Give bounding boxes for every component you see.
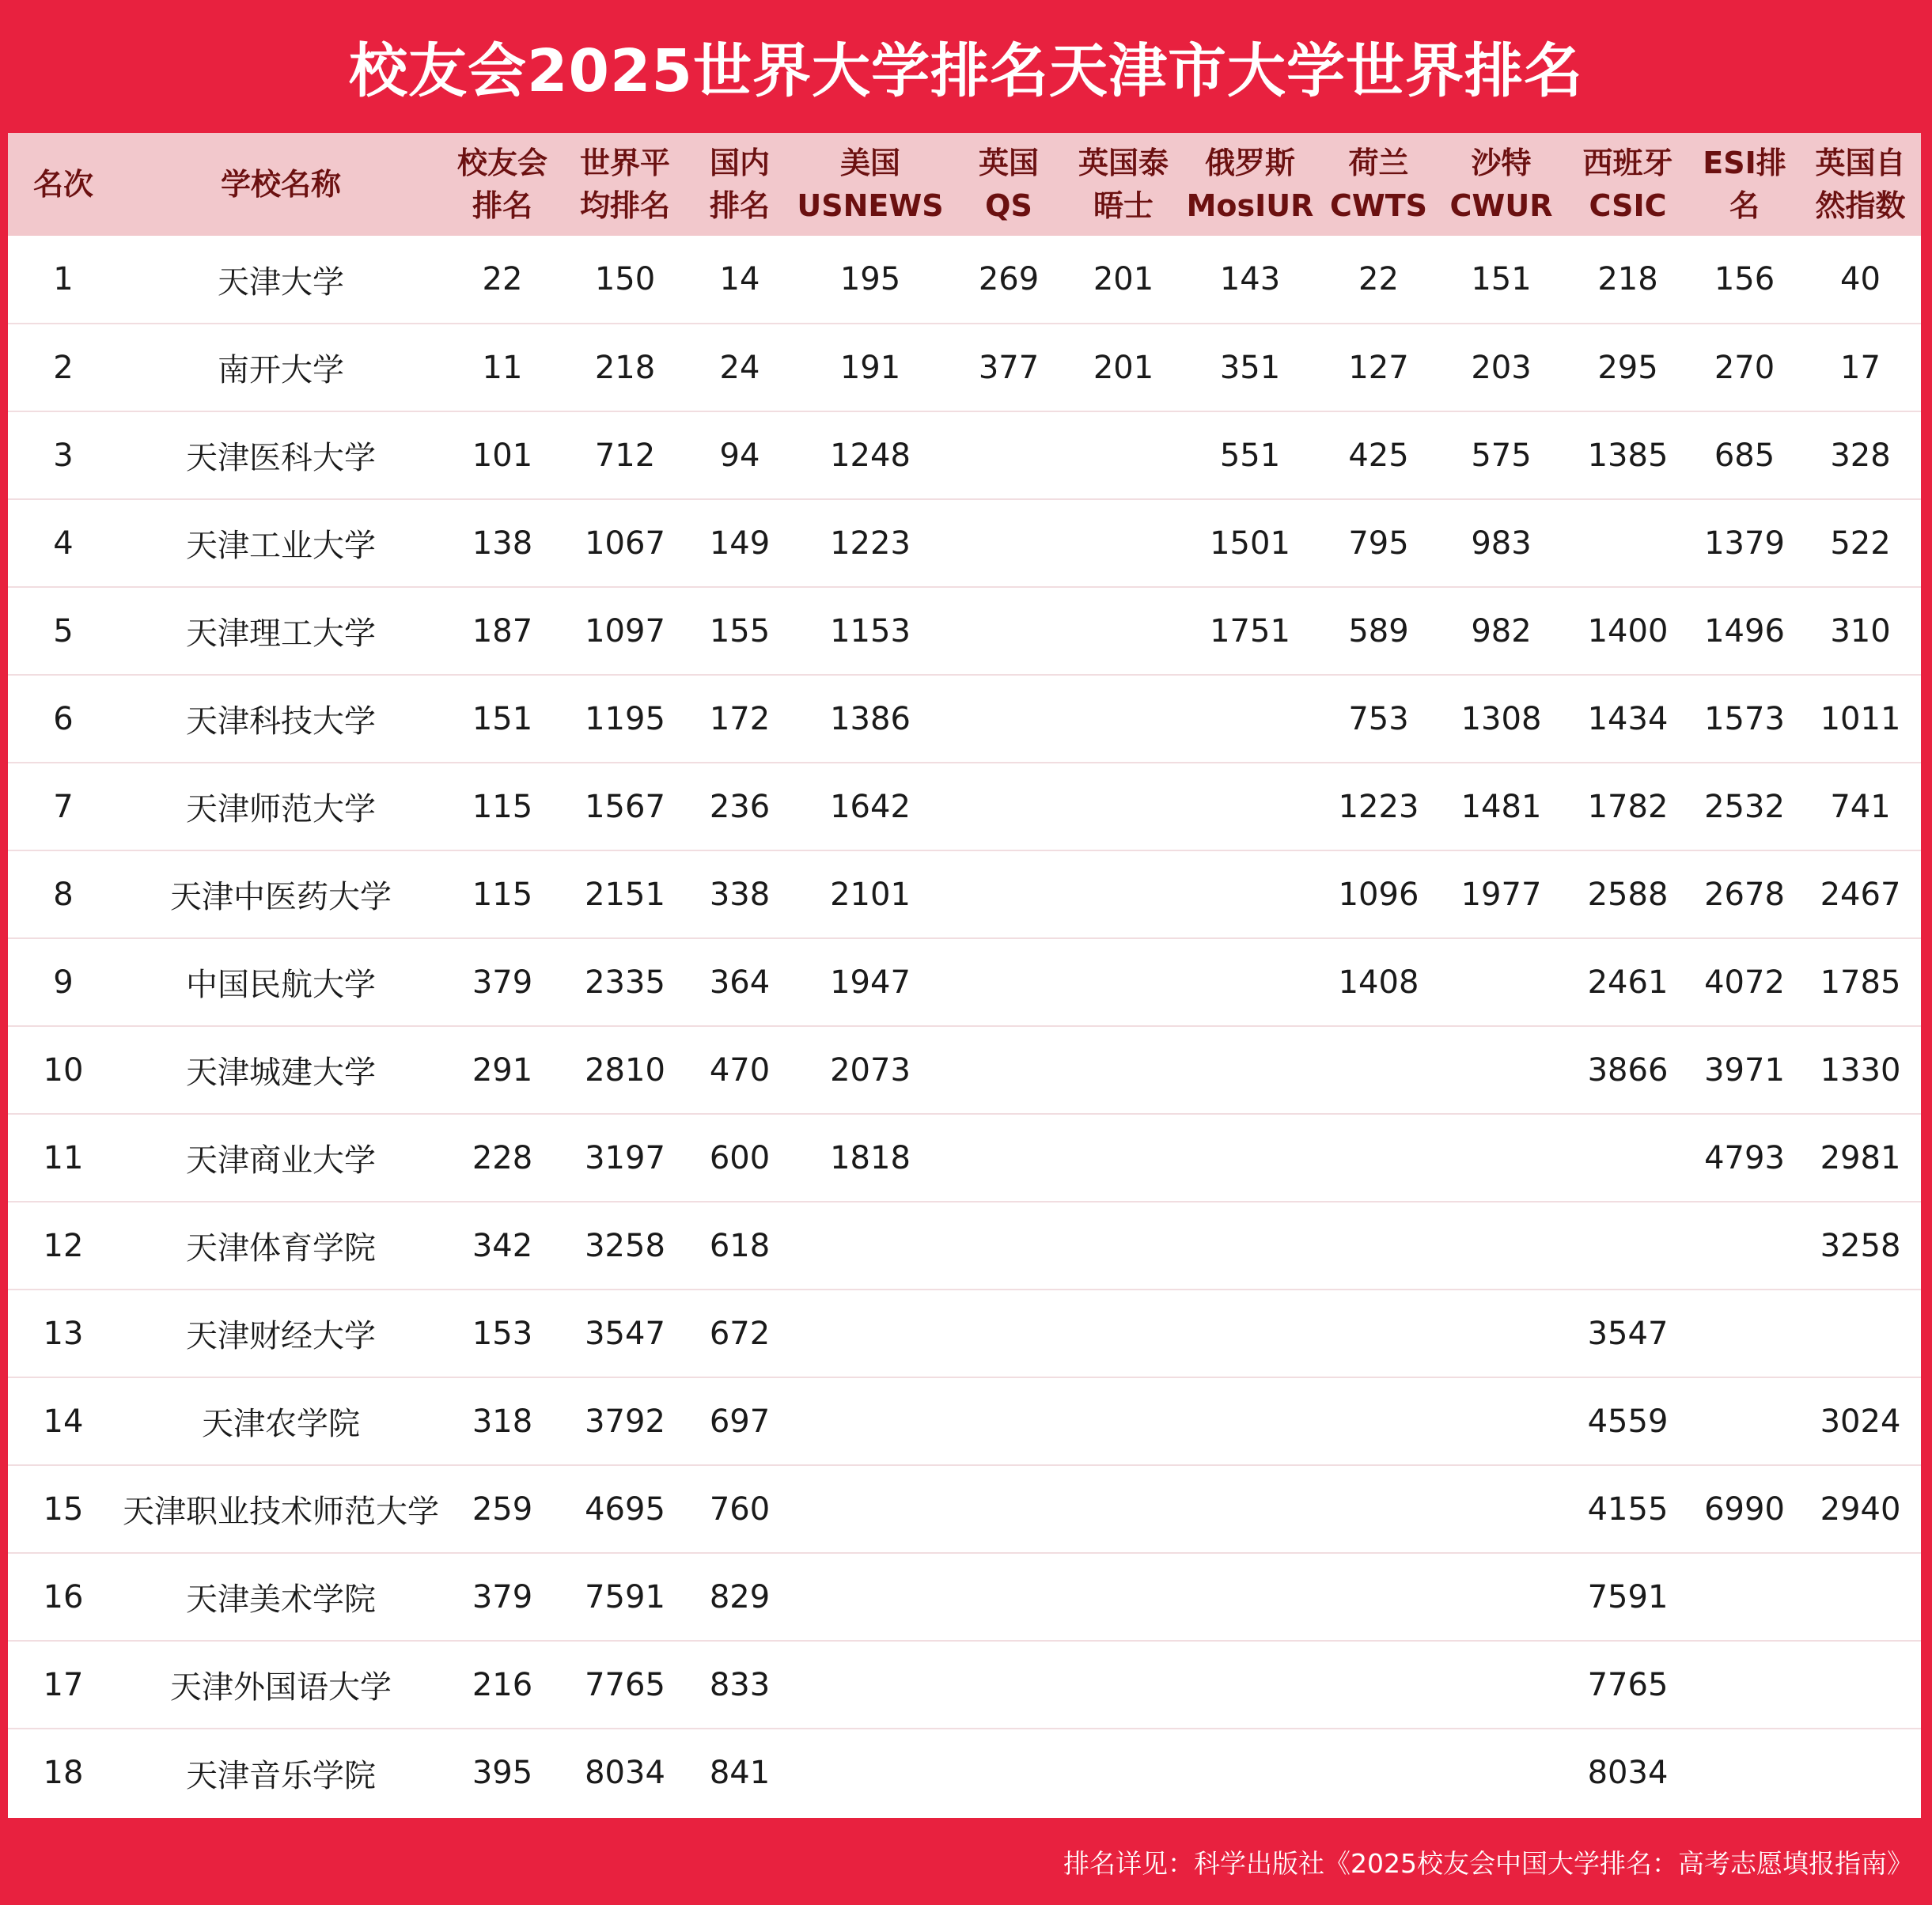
rank-cell: 2: [53, 349, 74, 386]
ranking-value-cell: 983: [1471, 525, 1532, 562]
ranking-value-cell: [1068, 1114, 1179, 1202]
ranking-value-cell: [1689, 1377, 1800, 1465]
column-header: 西班牙 CSIC: [1582, 146, 1673, 223]
column-header: 沙特 CWUR: [1449, 146, 1553, 223]
ranking-value-cell: 1408: [1338, 964, 1419, 1001]
ranking-value-cell: 2151: [585, 876, 665, 913]
ranking-value-cell: [1689, 1290, 1800, 1377]
ranking-value-cell: [791, 1729, 949, 1816]
ranking-value-cell: 6990: [1704, 1490, 1785, 1528]
ranking-value-cell: 1385: [1587, 437, 1669, 474]
ranking-value-cell: 841: [709, 1755, 771, 1791]
ranking-value-cell: 3792: [585, 1403, 665, 1440]
ranking-value-cell: 1977: [1460, 876, 1542, 913]
ranking-value-cell: 364: [709, 964, 771, 1001]
ranking-value-cell: 203: [1471, 349, 1532, 386]
column-header: 荷兰 CWTS: [1329, 146, 1428, 223]
ranking-value-cell: 672: [709, 1315, 771, 1352]
ranking-value-cell: 741: [1830, 788, 1891, 825]
ranking-value-cell: 259: [472, 1490, 533, 1528]
ranking-value-cell: [1321, 1465, 1436, 1553]
table-row: [8, 1553, 1921, 1641]
ranking-value-cell: 1947: [830, 964, 911, 1001]
ranking-value-cell: [1179, 1114, 1321, 1202]
rank-cell: 3: [53, 437, 74, 474]
table-row: [8, 1465, 1921, 1553]
ranking-value-cell: [1436, 1202, 1566, 1290]
school-name-cell: 天津科技大学: [186, 703, 376, 740]
ranking-value-cell: 201: [1093, 261, 1154, 297]
ranking-value-cell: [1321, 1641, 1436, 1729]
ranking-value-cell: 7591: [585, 1578, 665, 1615]
ranking-value-cell: 338: [709, 876, 771, 913]
ranking-value-cell: 150: [594, 261, 656, 297]
ranking-value-cell: [1068, 675, 1179, 763]
school-name-cell: 天津外国语大学: [170, 1669, 392, 1706]
ranking-value-cell: [1436, 1026, 1566, 1114]
ranking-value-cell: 1308: [1460, 700, 1542, 737]
ranking-value-cell: 1481: [1460, 788, 1542, 825]
ranking-value-cell: 218: [1597, 261, 1658, 297]
ranking-value-cell: 1248: [830, 437, 911, 474]
ranking-value-cell: 216: [472, 1666, 533, 1703]
ranking-value-cell: [1068, 499, 1179, 587]
ranking-value-cell: 2467: [1820, 876, 1901, 913]
school-name-cell: 天津农学院: [202, 1406, 360, 1442]
ranking-value-cell: [1800, 1641, 1921, 1729]
ranking-value-cell: 982: [1471, 612, 1532, 650]
rank-cell: 13: [43, 1315, 84, 1352]
ranking-value-cell: [1068, 587, 1179, 675]
column-header: ESI排 名: [1703, 146, 1786, 223]
rank-cell: 9: [53, 964, 74, 1001]
ranking-value-cell: [1179, 675, 1321, 763]
ranking-value-cell: 1567: [585, 788, 665, 825]
school-name-cell: 天津音乐学院: [186, 1757, 376, 1794]
ranking-value-cell: [949, 411, 1068, 499]
ranking-value-cell: [1436, 1641, 1566, 1729]
ranking-value-cell: 156: [1714, 261, 1775, 297]
ranking-value-cell: [1436, 1290, 1566, 1377]
ranking-value-cell: 318: [472, 1403, 533, 1440]
ranking-value-cell: 351: [1219, 349, 1281, 386]
school-name-cell: 天津商业大学: [186, 1142, 376, 1179]
school-name-cell: 天津体育学院: [186, 1230, 376, 1267]
ranking-value-cell: [1068, 1290, 1179, 1377]
school-name-cell: 天津职业技术师范大学: [123, 1494, 439, 1530]
ranking-value-cell: [1689, 1202, 1800, 1290]
rank-cell: 18: [43, 1755, 84, 1791]
ranking-value-cell: 575: [1471, 437, 1532, 474]
ranking-value-cell: 1097: [585, 612, 665, 650]
ranking-value-cell: 191: [839, 349, 901, 386]
ranking-table-panel: [8, 133, 1921, 1818]
ranking-value-cell: 172: [709, 700, 771, 737]
ranking-value-cell: [1179, 1377, 1321, 1465]
source-footnote: 排名详见：科学出版社《2025校友会中国大学排名：高考志愿填报指南》: [1063, 1847, 1913, 1879]
school-name-cell: 天津理工大学: [186, 615, 376, 652]
ranking-value-cell: [949, 850, 1068, 938]
ranking-value-cell: 24: [719, 349, 760, 386]
ranking-value-cell: 1379: [1704, 525, 1785, 562]
ranking-value-cell: 1096: [1338, 876, 1419, 913]
ranking-value-cell: [1068, 763, 1179, 850]
ranking-value-cell: [1566, 1114, 1689, 1202]
ranking-value-cell: [949, 1377, 1068, 1465]
ranking-value-cell: 201: [1093, 349, 1154, 386]
ranking-value-cell: 4695: [585, 1490, 665, 1528]
column-header: 英国泰 晤士: [1078, 146, 1169, 223]
ranking-value-cell: 1223: [830, 525, 911, 562]
ranking-value-cell: [791, 1465, 949, 1553]
ranking-value-cell: 753: [1348, 700, 1409, 737]
table-row: [8, 587, 1921, 675]
ranking-value-cell: [1321, 1553, 1436, 1641]
ranking-value-cell: 379: [472, 1578, 533, 1615]
ranking-value-cell: 3258: [1820, 1227, 1901, 1264]
ranking-value-cell: [949, 1114, 1068, 1202]
ranking-value-cell: 1501: [1210, 525, 1290, 562]
ranking-value-cell: 22: [1358, 261, 1399, 297]
ranking-value-cell: 2940: [1820, 1490, 1901, 1528]
ranking-value-cell: 2532: [1704, 788, 1785, 825]
column-header: 英国自 然指数: [1815, 146, 1906, 223]
ranking-value-cell: 1400: [1587, 612, 1669, 650]
ranking-value-cell: [949, 1026, 1068, 1114]
ranking-value-cell: [1800, 1729, 1921, 1816]
ranking-value-cell: 2335: [585, 964, 665, 1001]
ranking-value-cell: [1179, 1729, 1321, 1816]
ranking-value-cell: 3547: [1587, 1315, 1669, 1352]
ranking-value-cell: 1067: [585, 525, 665, 562]
table-row: [8, 1729, 1921, 1816]
ranking-value-cell: [1689, 1641, 1800, 1729]
school-name-cell: 天津大学: [218, 263, 344, 301]
column-header: 美国 USNEWS: [797, 146, 944, 223]
ranking-value-cell: [949, 499, 1068, 587]
ranking-value-cell: 1642: [830, 788, 911, 825]
ranking-value-cell: 4072: [1704, 964, 1785, 1001]
table-row: [8, 938, 1921, 1026]
ranking-value-cell: 1153: [830, 612, 911, 650]
ranking-value-cell: [949, 1290, 1068, 1377]
ranking-value-cell: 2461: [1587, 964, 1669, 1001]
ranking-value-cell: 2073: [830, 1051, 911, 1089]
ranking-value-cell: 3024: [1820, 1403, 1901, 1440]
ranking-value-cell: 1011: [1820, 700, 1901, 737]
column-header: 英国 QS: [978, 146, 1039, 223]
ranking-value-cell: 1782: [1587, 788, 1669, 825]
table-row: [8, 1202, 1921, 1290]
rank-cell: 4: [53, 525, 74, 562]
ranking-value-cell: 8034: [585, 1755, 665, 1791]
table-row: [8, 324, 1921, 411]
ranking-value-cell: [1436, 1729, 1566, 1816]
ranking-value-cell: 3971: [1704, 1051, 1785, 1089]
table-row: [8, 1114, 1921, 1202]
ranking-table: [8, 133, 1921, 1816]
ranking-value-cell: 522: [1830, 525, 1891, 562]
ranking-value-cell: 270: [1714, 349, 1775, 386]
ranking-value-cell: 291: [472, 1051, 533, 1089]
ranking-value-cell: [1179, 763, 1321, 850]
ranking-value-cell: 151: [1471, 261, 1532, 297]
ranking-value-cell: [1566, 499, 1689, 587]
ranking-value-cell: [1179, 850, 1321, 938]
ranking-value-cell: 3866: [1587, 1051, 1669, 1089]
ranking-value-cell: 379: [472, 964, 533, 1001]
ranking-value-cell: [949, 763, 1068, 850]
ranking-value-cell: 618: [709, 1227, 771, 1264]
ranking-value-cell: [1436, 1465, 1566, 1553]
rank-cell: 7: [53, 788, 74, 825]
rank-cell: 5: [53, 612, 74, 650]
ranking-value-cell: 2588: [1587, 876, 1669, 913]
ranking-value-cell: [1068, 1641, 1179, 1729]
table-row: [8, 675, 1921, 763]
ranking-value-cell: 155: [709, 612, 771, 650]
rank-cell: 11: [43, 1139, 84, 1176]
ranking-value-cell: [1321, 1377, 1436, 1465]
ranking-value-cell: 1496: [1704, 612, 1785, 650]
page-title: 校友会2025世界大学排名天津市大学世界排名: [349, 37, 1583, 105]
ranking-value-cell: 151: [472, 700, 533, 737]
school-name-cell: 天津城建大学: [186, 1055, 376, 1091]
ranking-value-cell: 228: [472, 1139, 533, 1176]
ranking-value-cell: [949, 587, 1068, 675]
school-name-cell: 中国民航大学: [186, 967, 376, 1003]
ranking-value-cell: 760: [709, 1490, 771, 1528]
ranking-value-cell: 377: [978, 349, 1040, 386]
ranking-value-cell: 342: [472, 1227, 533, 1264]
ranking-value-cell: 589: [1348, 612, 1409, 650]
ranking-value-cell: 2101: [830, 876, 911, 913]
ranking-value-cell: [1068, 1377, 1179, 1465]
rank-cell: 16: [43, 1578, 84, 1615]
ranking-value-cell: [1179, 1641, 1321, 1729]
ranking-value-cell: 115: [472, 788, 533, 825]
rank-cell: 14: [43, 1403, 84, 1440]
rank-cell: 15: [43, 1490, 84, 1528]
ranking-value-cell: 4793: [1704, 1139, 1785, 1176]
ranking-value-cell: 1330: [1820, 1051, 1901, 1089]
ranking-value-cell: [1068, 938, 1179, 1026]
ranking-value-cell: [1689, 1729, 1800, 1816]
ranking-value-cell: 2810: [585, 1051, 665, 1089]
ranking-value-cell: [791, 1202, 949, 1290]
ranking-value-cell: 551: [1219, 437, 1281, 474]
table-header-row: [8, 133, 1921, 236]
ranking-value-cell: 425: [1348, 437, 1409, 474]
column-header: 校友会 排名: [456, 146, 547, 223]
column-header: 名次: [32, 167, 93, 202]
ranking-value-cell: 236: [709, 788, 771, 825]
ranking-value-cell: [1068, 411, 1179, 499]
ranking-value-cell: [1068, 1729, 1179, 1816]
ranking-value-cell: [1068, 850, 1179, 938]
rank-cell: 6: [53, 700, 74, 737]
ranking-value-cell: [1566, 1202, 1689, 1290]
ranking-value-cell: [1436, 1553, 1566, 1641]
table-row: [8, 499, 1921, 587]
ranking-value-cell: 697: [709, 1403, 771, 1440]
ranking-value-cell: [1321, 1026, 1436, 1114]
school-name-cell: 天津工业大学: [186, 528, 376, 564]
ranking-value-cell: 833: [709, 1666, 771, 1703]
ranking-value-cell: [1068, 1026, 1179, 1114]
table-row: [8, 763, 1921, 850]
ranking-value-cell: [1800, 1290, 1921, 1377]
ranking-value-cell: [1436, 1377, 1566, 1465]
ranking-value-cell: 1818: [830, 1139, 911, 1176]
ranking-value-cell: [949, 1729, 1068, 1816]
table-body: [8, 236, 1921, 1816]
ranking-value-cell: [1436, 938, 1566, 1026]
ranking-value-cell: 138: [472, 525, 533, 562]
ranking-value-cell: 149: [709, 525, 771, 562]
ranking-value-cell: 4155: [1587, 1490, 1669, 1528]
ranking-value-cell: [949, 675, 1068, 763]
ranking-value-cell: 11: [482, 349, 523, 386]
rank-cell: 10: [43, 1051, 84, 1089]
ranking-value-cell: 195: [839, 261, 901, 297]
school-name-cell: 天津美术学院: [186, 1581, 376, 1618]
ranking-value-cell: 600: [709, 1139, 771, 1176]
ranking-value-cell: [949, 938, 1068, 1026]
ranking-value-cell: 328: [1830, 437, 1891, 474]
school-name-cell: 天津医科大学: [186, 440, 376, 476]
ranking-value-cell: 3197: [585, 1139, 665, 1176]
ranking-value-cell: [791, 1641, 949, 1729]
ranking-value-cell: 295: [1597, 349, 1658, 386]
ranking-value-cell: [791, 1553, 949, 1641]
ranking-value-cell: 685: [1714, 437, 1775, 474]
ranking-value-cell: 127: [1348, 349, 1409, 386]
ranking-value-cell: 17: [1840, 349, 1881, 386]
ranking-value-cell: [949, 1202, 1068, 1290]
ranking-value-cell: 3547: [585, 1315, 665, 1352]
ranking-value-cell: 187: [472, 612, 533, 650]
rank-cell: 8: [53, 876, 74, 913]
table-row: [8, 1641, 1921, 1729]
ranking-value-cell: [1179, 1202, 1321, 1290]
ranking-value-cell: 795: [1348, 525, 1409, 562]
rank-cell: 17: [43, 1666, 84, 1703]
rank-cell: 12: [43, 1227, 84, 1264]
ranking-value-cell: [1179, 1553, 1321, 1641]
ranking-value-cell: [1179, 1290, 1321, 1377]
ranking-value-cell: [1436, 1114, 1566, 1202]
ranking-value-cell: 218: [594, 349, 656, 386]
ranking-value-cell: [1179, 1026, 1321, 1114]
ranking-value-cell: 395: [472, 1755, 533, 1791]
ranking-value-cell: 3258: [585, 1227, 665, 1264]
table-row: [8, 1290, 1921, 1377]
column-header: 世界平 均排名: [579, 146, 670, 223]
ranking-value-cell: 1785: [1820, 964, 1901, 1001]
table-row: [8, 1377, 1921, 1465]
ranking-value-cell: 712: [594, 437, 656, 474]
ranking-value-cell: [1068, 1202, 1179, 1290]
ranking-value-cell: [1068, 1553, 1179, 1641]
ranking-value-cell: 7765: [1587, 1666, 1669, 1703]
ranking-value-cell: [1321, 1114, 1436, 1202]
ranking-value-cell: 269: [978, 261, 1040, 297]
column-header: 学校名称: [220, 167, 341, 202]
ranking-value-cell: 4559: [1587, 1403, 1669, 1440]
ranking-value-cell: [1179, 1465, 1321, 1553]
ranking-value-cell: 22: [482, 261, 523, 297]
ranking-value-cell: [1321, 1729, 1436, 1816]
ranking-value-cell: 2678: [1704, 876, 1785, 913]
ranking-value-cell: 829: [709, 1578, 771, 1615]
ranking-value-cell: [1800, 1553, 1921, 1641]
ranking-value-cell: [949, 1465, 1068, 1553]
ranking-value-cell: 153: [472, 1315, 533, 1352]
ranking-value-cell: 7765: [585, 1666, 665, 1703]
ranking-value-cell: 101: [472, 437, 533, 474]
column-header: 俄罗斯 MosIUR: [1186, 146, 1314, 223]
table-row: [8, 236, 1921, 324]
table-row: [8, 850, 1921, 938]
ranking-value-cell: 7591: [1587, 1578, 1669, 1615]
ranking-value-cell: 470: [709, 1051, 771, 1089]
ranking-value-cell: 8034: [1587, 1755, 1669, 1791]
ranking-value-cell: [791, 1377, 949, 1465]
ranking-value-cell: 40: [1840, 261, 1881, 297]
ranking-value-cell: 2981: [1820, 1139, 1901, 1176]
ranking-value-cell: 94: [719, 437, 760, 474]
school-name-cell: 南开大学: [218, 352, 344, 388]
ranking-value-cell: [791, 1290, 949, 1377]
ranking-value-cell: 1386: [830, 700, 911, 737]
table-row: [8, 1026, 1921, 1114]
ranking-value-cell: 115: [472, 876, 533, 913]
ranking-value-cell: [1321, 1202, 1436, 1290]
ranking-value-cell: [1179, 938, 1321, 1026]
school-name-cell: 天津中医药大学: [170, 879, 392, 915]
ranking-value-cell: 1573: [1704, 700, 1785, 737]
school-name-cell: 天津财经大学: [186, 1318, 376, 1354]
ranking-value-cell: 14: [719, 261, 760, 297]
ranking-value-cell: [1321, 1290, 1436, 1377]
ranking-value-cell: 310: [1830, 612, 1891, 650]
ranking-value-cell: [949, 1641, 1068, 1729]
ranking-value-cell: [949, 1553, 1068, 1641]
ranking-value-cell: 1751: [1210, 612, 1290, 650]
ranking-value-cell: 1223: [1338, 788, 1419, 825]
school-name-cell: 天津师范大学: [186, 791, 376, 828]
column-header: 国内 排名: [709, 146, 770, 223]
rank-cell: 1: [53, 261, 74, 297]
ranking-value-cell: [1689, 1553, 1800, 1641]
ranking-value-cell: 1434: [1587, 700, 1669, 737]
ranking-value-cell: 1195: [585, 700, 665, 737]
ranking-value-cell: [1068, 1465, 1179, 1553]
table-row: [8, 411, 1921, 499]
ranking-value-cell: 143: [1219, 261, 1281, 297]
